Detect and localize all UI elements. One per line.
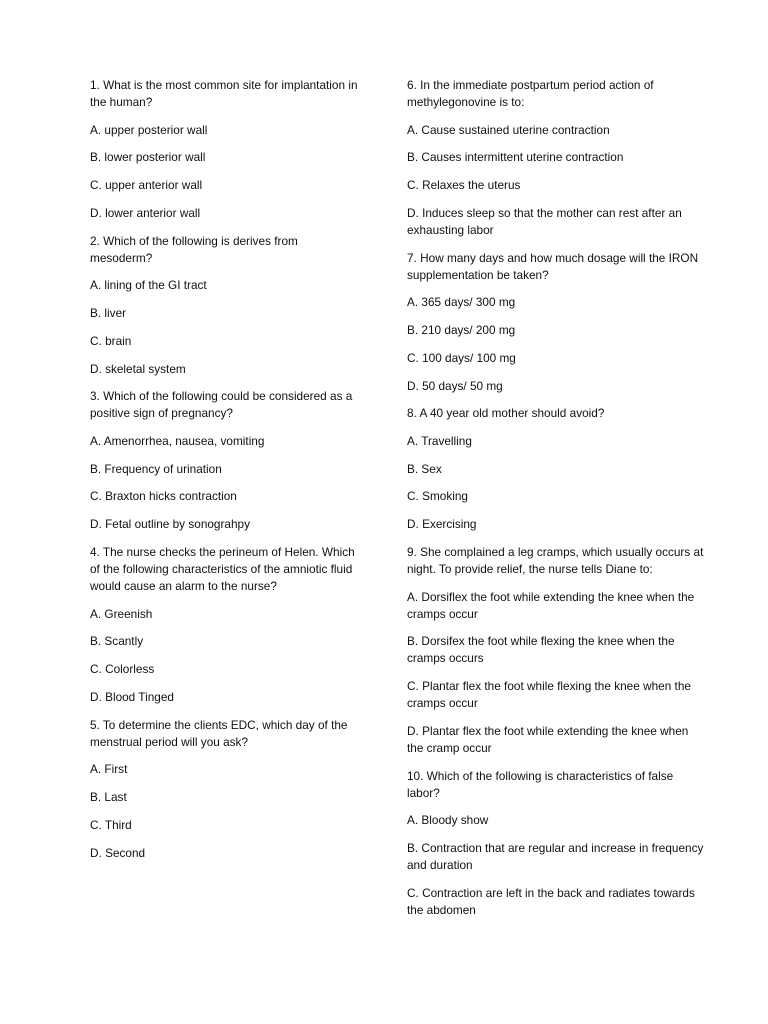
question-1 <box>90 77 360 222</box>
answer-option: A. First <box>90 762 128 777</box>
answer-option: A. Greenish <box>90 606 153 621</box>
answer-option: C. brain <box>90 333 132 348</box>
answer-option: C. Braxton hicks contraction <box>90 489 237 504</box>
question-6 <box>407 77 707 239</box>
question-text: 5. To determine the clients EDC, which day of the menstrual period will you ask? <box>90 717 348 749</box>
answer-option: B. Last <box>90 790 127 805</box>
answer-option: B. 210 days/ 200 mg <box>407 322 516 337</box>
answer-option: C. Colorless <box>90 662 155 677</box>
answer-option: B. lower posterior wall <box>90 150 206 165</box>
answer-option: D. Fetal outline by sonograhpy <box>90 517 251 532</box>
answer-option: A. lining of the GI tract <box>90 278 207 293</box>
answer-option: C. Smoking <box>407 489 468 504</box>
answer-option: A. upper posterior wall <box>90 122 208 137</box>
answer-option: D. 50 days/ 50 mg <box>407 378 503 393</box>
answer-option: D. Second <box>90 845 146 860</box>
answer-option: C. Relaxes the uterus <box>407 178 521 193</box>
answer-option: C. upper anterior wall <box>90 178 203 193</box>
question-text: 6. In the immediate postpartum period action of methylegonovine is to: <box>407 78 654 109</box>
question-2 <box>90 233 360 378</box>
answer-option: B. Contraction that are regular and increase in frequency and duration <box>407 841 704 873</box>
answer-option: B. Causes intermittent uterine contraction <box>407 150 624 165</box>
question-4 <box>90 544 360 706</box>
left-column <box>90 77 360 872</box>
answer-option: B. liver <box>90 305 127 320</box>
question-text: 3. Which of the following could be considered as a positive sign of pregnancy? <box>90 389 353 421</box>
question-10 <box>407 768 707 919</box>
answer-option: B. Frequency of urination <box>90 461 222 476</box>
question-3 <box>90 388 360 533</box>
answer-option: D. Blood Tinged <box>90 689 174 704</box>
answer-option: A. Bloody show <box>407 813 489 828</box>
answer-option: A. Cause sustained uterine contraction <box>407 122 610 137</box>
answer-option: D. skeletal system <box>90 361 186 376</box>
question-9 <box>407 544 707 757</box>
question-7 <box>407 250 707 395</box>
question-text: 9. She complained a leg cramps, which usually occurs at night. To provide relief, the nurse tells Diane to: <box>407 545 704 577</box>
question-8 <box>407 405 707 533</box>
answer-option: A. Dorsiflex the foot while extending the knee when the cramps occur <box>407 589 695 621</box>
answer-option: B. Scantly <box>90 634 144 649</box>
answer-option: C. Third <box>90 817 132 832</box>
question-text: 7. How many days and how much dosage will the IRON supplementation be taken? <box>407 250 699 282</box>
answer-option: C. 100 days/ 100 mg <box>407 350 516 365</box>
answer-option: D. Exercising <box>407 517 477 532</box>
question-text: 10. Which of the following is characteristics of false labor? <box>407 768 674 800</box>
question-text: 8. A 40 year old mother should avoid? <box>407 406 605 421</box>
answer-option: A. Amenorrhea, nausea, vomiting <box>90 433 265 448</box>
answer-option: C. Contraction are left in the back and radiates towards the abdomen <box>407 885 695 917</box>
answer-option: D. Induces sleep so that the mother can rest after an exhausting labor <box>407 205 682 237</box>
answer-option: D. Plantar flex the foot while extending the knee when the cramp occur <box>407 723 689 755</box>
answer-option: D. lower anterior wall <box>90 205 201 220</box>
answer-option: A. Travelling <box>407 433 472 448</box>
answer-option: C. Plantar flex the foot while flexing the knee when the cramps occur <box>407 679 691 711</box>
question-text: 1. What is the most common site for implantation in the human? <box>90 78 358 109</box>
answer-option: A. 365 days/ 300 mg <box>407 295 516 310</box>
answer-option: B. Dorsifex the foot while flexing the knee when the cramps occurs <box>407 634 675 666</box>
question-text: 2. Which of the following is derives from mesoderm? <box>90 233 298 265</box>
answer-option: B. Sex <box>407 461 442 476</box>
question-text: 4. The nurse checks the perineum of Helen. Which of the following characteristics of the amniotic fluid would cause an alarm to the nurse? <box>90 545 355 594</box>
question-5 <box>90 717 360 862</box>
right-column <box>407 77 707 930</box>
